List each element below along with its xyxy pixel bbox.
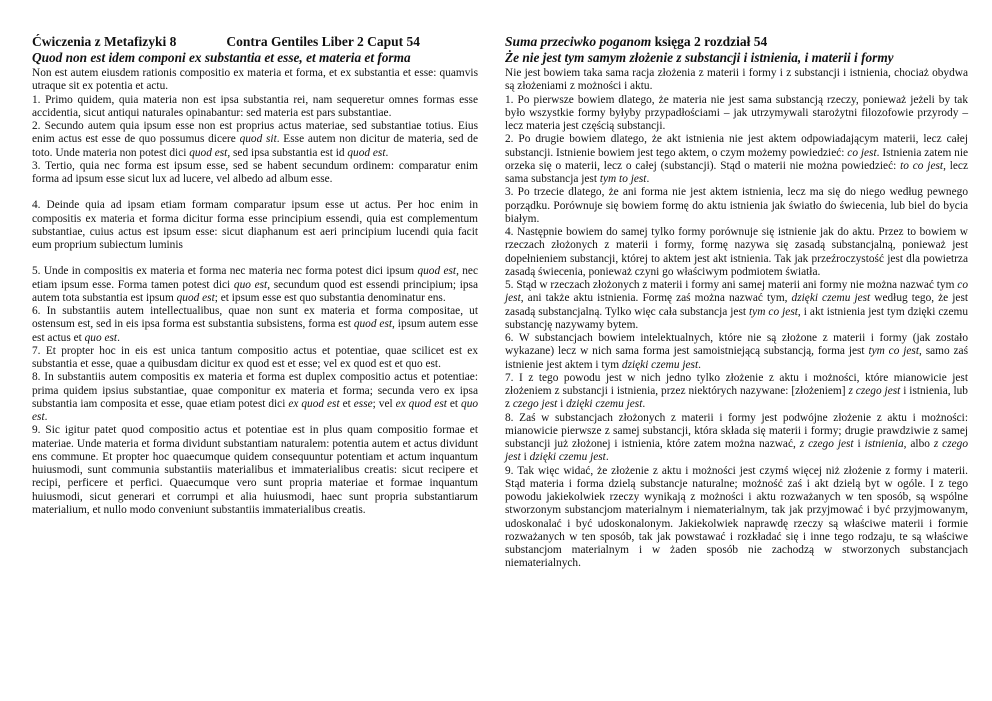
paragraph-7-pl: 7. I z tego powodu jest w nich jedno tylko złożenie z aktu i możności, które mianowicie jest złożeniem z substancji i istnienia, przez niektórych nazywane: [złożeniem] z czego jest i istnienia, lub z czego jest i dzięki czemu jest.	[505, 371, 968, 411]
paragraph-9: 9. Sic igitur patet quod compositio actus et potentiae est in plus quam compositio formae et materiae. Unde materia et forma dividunt substantiam naturalem: potentia autem et actus dividunt ens commune. Et propter hoc quaecumque quidem consequuntur potentiam et actum inquantum huiusmodi, sunt communia substantiis materialibus et immaterialibus creatis: sicut recipere et recipi, perficere et perfici. Quaecumque vero sunt propria materiae et formae inquantum huiusmodi, sicut generari et corrumpi et alia huiusmodi, haec sunt propria substantiarum materialium, et nullo modo conveniunt substantiis immaterialibus creatis.	[32, 424, 478, 516]
work-title: Suma przeciwko poganom	[505, 34, 652, 49]
paragraph-5-pl: 5. Stąd w rzeczach złożonych z materii i formy ani samej materii ani formy nie można nazwać tym co jest, ani także aktu istnienia. Formę zaś można nazwać tym, dzięki czemu jest według tego, że jest zasadą substancjalną. Tylko więc cała substancja jest tym co jest, i akt istnienia jest tym dzięki czemu substancję nazywamy bytem.	[505, 279, 969, 331]
left-header	[32, 34, 478, 50]
source-title: Contra Gentiles Liber 2 Caput 54	[226, 34, 420, 49]
paragraph-4: 4. Deinde quia ad ipsam etiam formam comparatur ipsum esse ut actus. Per hoc enim in compositis ex materia et forma dicitur forma esse principium essendi, quia est complementum substantiae, cuius actus est ipsum esse: sicut diaphanum est aeri principium lucendi quia facit eum proprium subiectum luminis	[32, 199, 478, 251]
course-title: Ćwiczenia z Metafizyki 8	[32, 34, 177, 49]
right-header	[505, 34, 968, 50]
paragraph-1-pl: 1. Po pierwsze bowiem dlatego, że materia nie jest sama substancją rzeczy, ponieważ jeżeli by tak było wszystkie formy byłyby przypadłościami – jak utrzymywali starożytni filozofowie przyrody – lecz materia jest częścią substancji.	[505, 93, 968, 132]
paragraph-7: 7. Et propter hoc in eis est unica tantum compositio actus et potentiae, quae scilicet est ex substantia et esse, quae a quibusdam dicitur ex quod est et esse; vel ex quod est et quo est.	[32, 344, 478, 370]
paragraph-intro: Non est autem eiusdem rationis compositio ex materia et forma, et ex substantia et esse: quamvis utraque sit ex potentia et actu.	[32, 67, 478, 93]
paragraph-2-pl: 2. Po drugie bowiem dlatego, że akt istnienia nie jest aktem odpowiadającym materii, lecz całej substancji. Istnienie bowiem jest tego aktem, o czym możemy powiedzieć: co jest. Istnienia zatem nie orzeka się o materii, lecz o całej (substancji). Stąd o materii nie można powiedzieć: to co jest, lecz sama substancja jest tym to jest.	[505, 133, 969, 185]
paragraph-6-pl: 6. W substancjach bowiem intelektualnych, które nie są złożone z materii i formy (jak zostało wykazane) lecz w nich sama forma jest samoistniejącą substancją, forma jest tym co jest, samo zaś istnienie jest aktem i tym dzięki czemu jest.	[505, 332, 968, 371]
paragraph-8-pl: 8. Zaś w substancjach złożonych z materii i formy jest podwójne złożenie z aktu i możności: mianowicie pierwsze z samej substancji, która składa się materii i formy; drugie prawdziwie z samej substancji już złożonej i istnienia, które zatem można nazwać, z czego jest i istnienia, albo z czego jest i dzięki czemu jest.	[505, 411, 968, 464]
chapter-subtitle-pl: Że nie jest tym samym złożenie z substancji i istnienia, i materii i formy	[505, 50, 894, 65]
paragraph-intro-pl: Nie jest bowiem taka sama racja złożenia z materii i formy i z substancji i istnienia, chociaż obydwa są złożeniami z możności i aktu.	[505, 67, 968, 93]
paragraph-4-pl: 4. Następnie bowiem do samej tylko formy porównuje się istnienie jak do aktu. Przez to bowiem w rzeczach złożonych z materii i formy, formę nazywa się zasadą substancjalną, ponieważ jest dopełnieniem substancji, której to aktem jest akt istnienia. Tak jak przeźroczystość jest dla powietrza zasadą świecenia, ponieważ czyni go właściwym podmiotem światła.	[505, 226, 968, 278]
chapter-subtitle: Quod non est idem componi ex substantia et esse, et materia et forma	[32, 50, 411, 65]
paragraph-3-pl: 3. Po trzecie dlatego, że ani forma nie jest aktem istnienia, lecz ma się do niego według pewnego porządku. Porównuje się bowiem formę do aktu istnienia jak światło do świecenia, lub biel do bycia białym.	[505, 186, 968, 225]
latin-column	[32, 34, 478, 517]
paragraph-3: 3. Tertio, quia nec forma est ipsum esse, sed se habent secundum ordinem: comparatur enim forma ad ipsum esse sicut lux ad lucere, vel albedo ad album esse.	[32, 159, 478, 185]
paragraph-1: 1. Primo quidem, quia materia non est ipsa substantia rei, nam sequeretur omnes formas esse accidentia, sicut antiqui naturales opinabantur: sed materia est pars substantiae.	[32, 93, 478, 119]
paragraph-5: 5. Unde in compositis ex materia et forma nec materia nec forma potest dici ipsum quod est, nec etiam ipsum esse. Forma tamen potest dici quo est, secundum quod est essendi principium; ipsa autem tota substantia est ipsum quod est; et ipsum esse est quo substantia denominatur ens.	[32, 265, 479, 304]
paragraph-8: 8. In substantiis autem compositis ex materia et forma est duplex compositio actus et potentiae: prima quidem ipsius substantiae, quae componitur ex materia et forma; secunda vero ex ipsa substantia iam composita et esse, quae etiam potest dici ex quod est et esse; vel ex quod est et quo est.	[32, 371, 479, 423]
paragraph-9-pl: 9. Tak więc widać, że złożenie z aktu i możności jest czymś więcej niż złożenie z formy i materii. Stąd materia i forma dzielą substancje naturalne; możność zaś i akt dzielą byt w ogóle. I z tego powodu jakiekolwiek rzeczy wynikają z możności i aktu rozważanych w ten sposób, są wspólne stworzonym substancjom materialnym i niematerialnym, tak jak przyjmować i być przyjmowanym, udoskonalać i być udoskonalonym. Jakiekolwiek naprawdę rzeczy są właściwe materii i formie rozważanych w ten sposób, tak jak powstawać i rozkładać się i inne tego rodzaju, te są właściwe substancjom materialnym i w żaden sposób nie zachodzą w stworzonych substancjach niematerialnych.	[505, 464, 968, 570]
book-chapter: księga 2 rozdział 54	[651, 34, 768, 49]
paragraph-2: 2. Secundo autem quia ipsum esse non est proprius actus materiae, sed substantiae totius. Eius enim actus est esse de quo possumus dicere quod sit. Esse autem non dicitur de materia, sed de toto. Unde materia non potest dici quod est, sed ipsa substantia est id quod est.	[32, 120, 478, 159]
polish-column	[505, 34, 968, 571]
paragraph-6: 6. In substantiis autem intellectualibus, quae non sunt ex materia et forma compositae, ut ostensum est, sed in eis ipsa forma est substantia subsistens, forma est quod est, ipsum autem esse est actus et quo est.	[32, 305, 478, 344]
